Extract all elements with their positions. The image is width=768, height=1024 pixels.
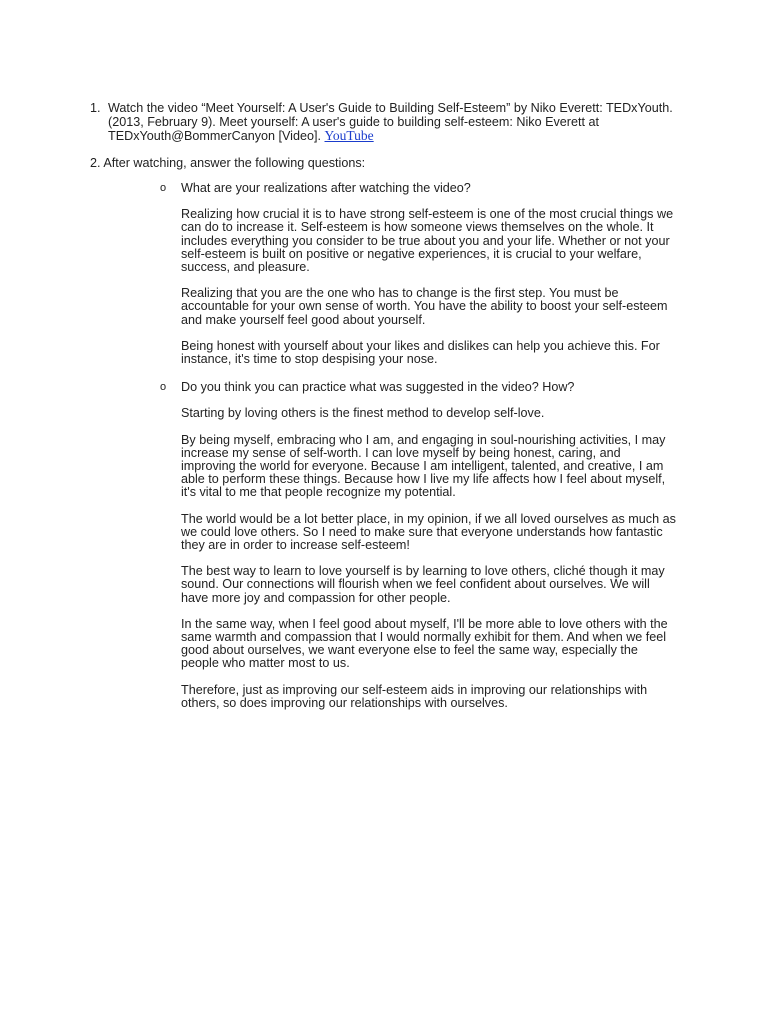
item-text: After watching, answer the following questions:: [103, 156, 366, 170]
item-body: [108, 101, 690, 143]
item-number: 2.: [90, 156, 101, 170]
question-text: Do you think you can practice what was suggested in the video? How?: [181, 380, 575, 395]
item-text: Watch the video “Meet Yourself: A User's Guide to Building Self-Esteem” by Niko Everett: TEDxYouth. (2013, February 9). Meet yourself: A user's guide to building self-esteem: Niko Everett at TEDxYouth@BommerCanyon [Video].: [108, 101, 673, 143]
bullet-circle-icon: o: [160, 381, 167, 394]
instruction-item-2: [90, 156, 690, 170]
answer-paragraph: The world would be a lot better place, in my opinion, if we all loved ourselves as much as we could love others. So I need to make sure that everyone understands how fantastic they are in order to increase self-esteem!: [181, 511, 676, 553]
answer-paragraph: By being myself, embracing who I am, and engaging in soul-nourishing activities, I may increase my sense of self-worth. I can love myself by being honest, caring, and improving the world for everyone. Because I am intelligent, talented, and creative, I am able to perform these things. Because how I live my life affects how I feel about myself, it's vital to me that people recognize my potential.: [181, 432, 666, 500]
question-2: [160, 381, 680, 394]
question-text: What are your realizations after watching the video?: [181, 181, 471, 195]
item-number: 1.: [90, 101, 101, 115]
answer-paragraph: The best way to learn to love yourself is by learning to love others, cliché though it may sound. Our connections will flourish when we feel confident about ourselves. We will have more joy and compassion for other people.: [181, 564, 665, 605]
answer-paragraph: In the same way, when I feel good about myself, I'll be more able to love others with the same warmth and compassion that I would normally exhibit for them. And when we feel good about ourselves, we want everyone else to feel the same way, especially the people who matter most to us.: [181, 616, 668, 671]
question-list: [160, 182, 680, 723]
answer-paragraph: Realizing how crucial it is to have strong self-esteem is one of the most crucial things we can do to increase it. Self-esteem is how someone views themselves on the whole. It includes everything you consider to be true about you and your life. Whether or not your self-esteem is built on positive or negative experiences, it is crucial to your welfare, success, and pleasure.: [181, 207, 674, 275]
answer-paragraph: Realizing that you are the one who has to change is the first step. You must be accountable for your own sense of worth. You have the ability to boost your self-esteem and make yourself feel good about yourself.: [181, 286, 668, 327]
instruction-item-1: [90, 101, 690, 143]
answer-paragraph: Starting by loving others is the finest method to develop self-love.: [181, 406, 545, 421]
question-1: [160, 182, 680, 195]
bullet-circle-icon: o: [160, 182, 167, 194]
answer-paragraph: Being honest with yourself about your likes and dislikes can help you achieve this. For instance, it's time to stop despising your nose.: [181, 338, 660, 367]
answer-paragraph: Therefore, just as improving our self-esteem aids in improving our relationships with others, so does improving our relationships with ourselves.: [181, 682, 648, 710]
youtube-link[interactable]: YouTube: [324, 128, 374, 143]
